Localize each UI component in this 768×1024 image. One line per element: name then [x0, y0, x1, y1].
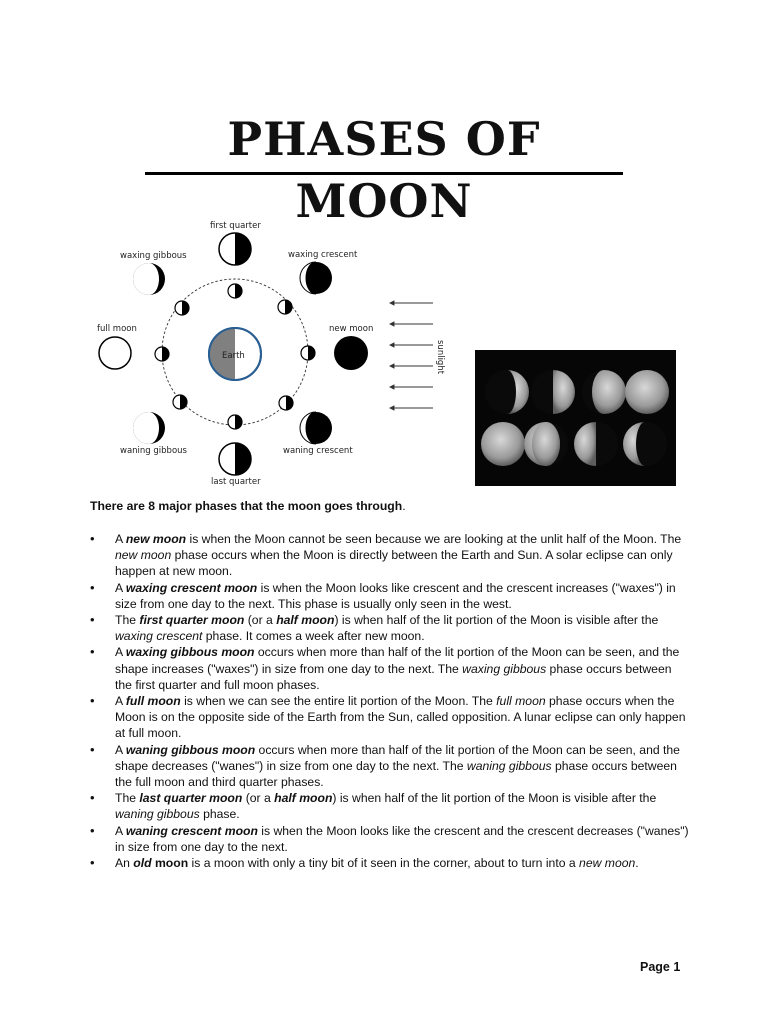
moon-phase-diagram [90, 210, 460, 495]
photo-moon-7 [574, 422, 618, 466]
intro-text [90, 498, 690, 514]
label-full-moon: full moon [97, 324, 137, 334]
intro-sentence: There are 8 major phases that the moon goes through [90, 499, 403, 513]
photo-moon-8 [623, 422, 667, 466]
label-waxing-crescent: waxing crescent [288, 250, 358, 260]
photo-moon-1 [485, 370, 529, 414]
label-last-quarter: last quarter [211, 477, 261, 487]
list-item: • A waxing gibbous moon occurs when more than half of the lit portion of the Moon can be seen, and the shape increases ("waxes") in size from one day to the next. The waxing gibbous phase occurs between the first quarter and full moon phases. [90, 644, 690, 693]
list-item: • A full moon is when we can see the entire lit portion of the Moon. The full moon phase occurs when the Moon is on the opposite side of the Earth from the Sun, called opposition. A lunar eclipse can only happen at full moon. [90, 693, 690, 742]
label-waning-crescent: waning crescent [283, 446, 353, 456]
phase-list [90, 531, 690, 871]
list-item: • A waning crescent moon is when the Moon looks like the crescent and the crescent decreases ("wanes") in size from one day to the next. [90, 823, 690, 855]
label-first-quarter: first quarter [210, 221, 261, 231]
photo-moon-3 [582, 370, 626, 414]
photo-moon-5 [481, 422, 525, 466]
last-quarter-moon-icon [219, 443, 251, 475]
earth-label: Earth [222, 351, 245, 361]
sunlight-arrows [390, 301, 433, 410]
label-waning-gibbous: waning gibbous [120, 446, 187, 456]
list-item: • The last quarter moon (or a half moon) is when half of the lit portion of the Moon is visible after the waning gibbous phase. [90, 790, 690, 822]
photo-moon-4 [625, 370, 669, 414]
list-item: • A waning gibbous moon occurs when more than half of the lit portion of the Moon can be seen, and the shape decreases ("wanes") in size from one day to the next. The waning gibbous phase occurs between the full moon and third quarter phases. [90, 742, 690, 791]
waxing-crescent-moon-icon [300, 262, 332, 294]
label-waxing-gibbous: waxing gibbous [120, 251, 187, 261]
list-item: • The first quarter moon (or a half moon) is when half of the lit portion of the Moon is visible after the waxing crescent phase. It comes a week after new moon. [90, 612, 690, 644]
first-quarter-moon-icon [219, 233, 251, 265]
intro-period: . [402, 499, 406, 513]
page-title: PHASES OF MOON [145, 108, 623, 175]
list-item: • A waxing crescent moon is when the Moon looks like crescent and the crescent increases ("waxes") in size from one day to the next. This phase is usually only seen in the west. [90, 580, 690, 612]
waning-crescent-moon-icon [300, 412, 332, 444]
waxing-gibbous-moon-icon [133, 263, 165, 295]
waning-gibbous-moon-icon [133, 412, 165, 444]
label-new-moon: new moon [329, 324, 374, 334]
moon-phases-photo [475, 350, 676, 486]
full-moon-icon [99, 337, 131, 369]
earth-icon [209, 328, 261, 380]
list-item: • An old moon is a moon with only a tiny bit of it seen in the corner, about to turn into a new moon. [90, 855, 690, 871]
list-item: • A new moon is when the Moon cannot be seen because we are looking at the unlit half of the Moon. The new moon phase occurs when the Moon is directly between the Earth and Sun. A solar eclipse can only happen at new moon. [90, 531, 690, 580]
new-moon-icon [334, 336, 368, 370]
photo-moon-2 [531, 370, 575, 414]
photo-moon-6 [524, 422, 568, 466]
label-sunlight: sunlight [435, 340, 445, 375]
page-number: Page 1 [640, 960, 681, 974]
